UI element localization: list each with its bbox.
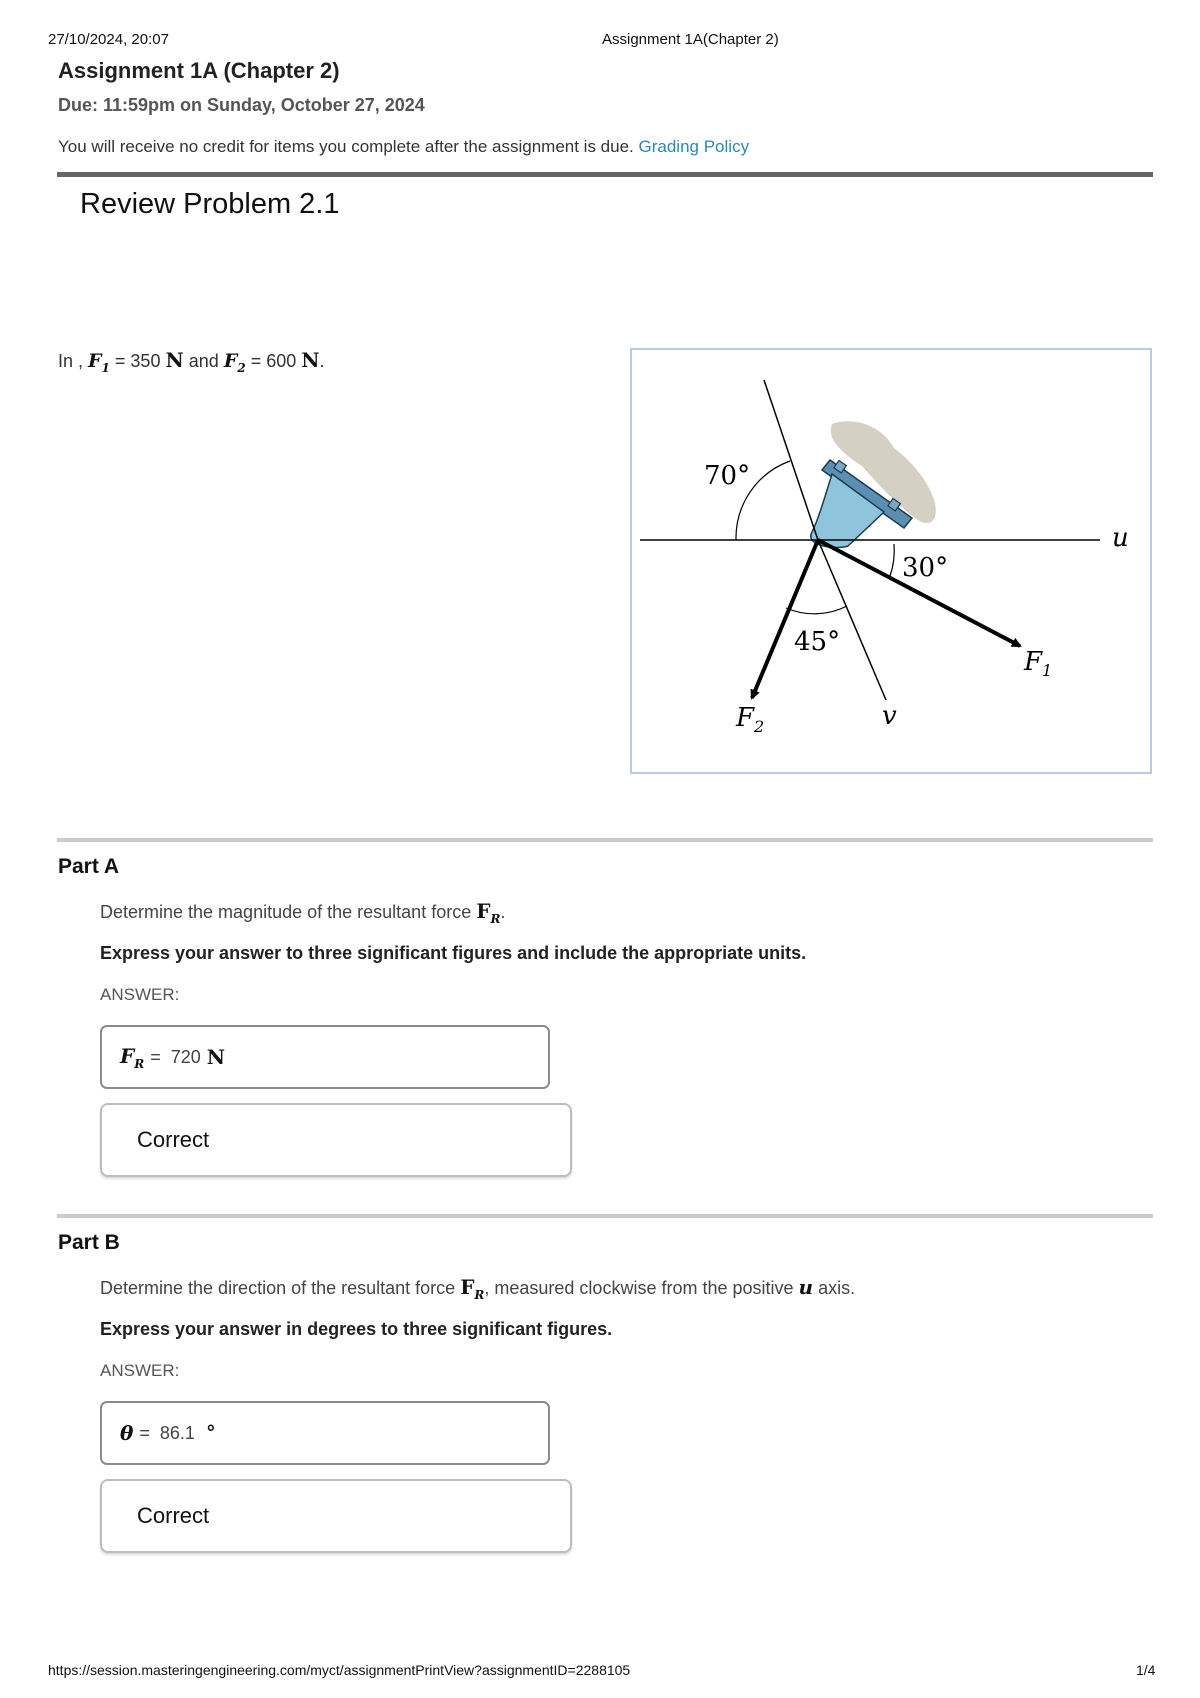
part-a-divider (57, 838, 1153, 842)
part-b-answer-eq: = (139, 1422, 150, 1443)
part-b-question-mid: , measured clockwise from the positive (484, 1278, 794, 1298)
label-angle-30: 30° (902, 553, 949, 583)
part-a-feedback: Correct (100, 1103, 572, 1177)
f2-unit: N (301, 348, 320, 372)
f2-value: = 600 (250, 351, 297, 371)
part-b-fr-symbol: $F_R$ (460, 1275, 485, 1302)
problem-figure (630, 348, 1152, 774)
part-a-question (100, 899, 505, 926)
label-u: u (1112, 523, 1129, 553)
assignment-title: Assignment 1A (Chapter 2) (58, 58, 340, 83)
f2-arrow (752, 540, 818, 698)
f1-symbol: $F_1$ (88, 350, 110, 375)
part-b-instruction: Express your answer in degrees to three significant figures. (100, 1319, 613, 1339)
part-b-answer-unit: ° (206, 1421, 215, 1444)
statement-prefix: In , (58, 351, 84, 371)
arc-45 (786, 606, 847, 614)
part-a-answer-eq: = (150, 1046, 161, 1067)
label-f2: $F_2$ (736, 703, 765, 736)
part-a-answer-symbol: $F_R$ (120, 1043, 145, 1071)
problem-statement (58, 348, 325, 375)
force-diagram (632, 350, 1150, 772)
label-angle-45: 45° (794, 627, 841, 657)
header-divider (57, 172, 1153, 177)
late-notice-text: You will receive no credit for items you complete after the assignment is due. (58, 137, 634, 156)
arc-30 (890, 544, 894, 576)
label-angle-70: 70° (704, 461, 751, 491)
part-b-answer-value: 86.1 (159, 1422, 195, 1443)
part-b-question-end: axis. (818, 1278, 856, 1298)
f2-symbol: $F_2$ (223, 350, 246, 375)
print-url: https://session.masteringengineering.com/myct/assignmentPrintView?assignmentID=2288105 (48, 1662, 631, 1678)
part-a-answer-label: ANSWER: (100, 985, 180, 1004)
part-a-answer-value: 720 (170, 1046, 201, 1067)
part-b-answer-label: ANSWER: (100, 1361, 180, 1380)
statement-and: and (188, 351, 219, 371)
part-b-divider (57, 1214, 1153, 1218)
print-datetime: 27/10/2024, 20:07 (48, 31, 169, 48)
bracket-body (811, 474, 884, 547)
part-b-title: Part B (58, 1231, 120, 1254)
part-a-fr-symbol: $F_R$ (476, 899, 501, 926)
part-a-instruction: Express your answer to three significant figures and include the appropriate units. (100, 943, 807, 963)
due-date: Due: 11:59pm on Sunday, October 27, 2024 (58, 95, 425, 115)
part-a-title: Part A (58, 855, 120, 878)
part-a-question-end: . (500, 902, 506, 922)
part-b-answer-field[interactable] (100, 1401, 550, 1465)
part-b-feedback: Correct (100, 1479, 572, 1553)
f1-value: = 350 (114, 351, 161, 371)
part-b-u-symbol: u (798, 1275, 814, 1299)
problem-title: Review Problem 2.1 (80, 188, 340, 220)
statement-period: . (319, 351, 325, 371)
label-v: v (882, 701, 897, 731)
late-notice (58, 137, 749, 157)
part-a-answer-field[interactable] (100, 1025, 550, 1089)
part-b-answer-symbol: θ (120, 1421, 134, 1445)
part-a-question-text: Determine the magnitude of the resultant force (100, 902, 472, 922)
print-doc-title: Assignment 1A(Chapter 2) (602, 31, 779, 48)
label-f1: $F_1$ (1024, 647, 1053, 680)
grading-policy-link[interactable]: Grading Policy (638, 137, 750, 156)
f1-unit: N (165, 348, 184, 372)
part-b-question (100, 1275, 855, 1302)
part-a-answer-unit: N (206, 1045, 226, 1069)
v-axis (818, 540, 886, 700)
page-number: 1/4 (1136, 1662, 1156, 1678)
part-b-question-text: Determine the direction of the resultant force (100, 1278, 456, 1298)
line-70 (764, 380, 818, 540)
